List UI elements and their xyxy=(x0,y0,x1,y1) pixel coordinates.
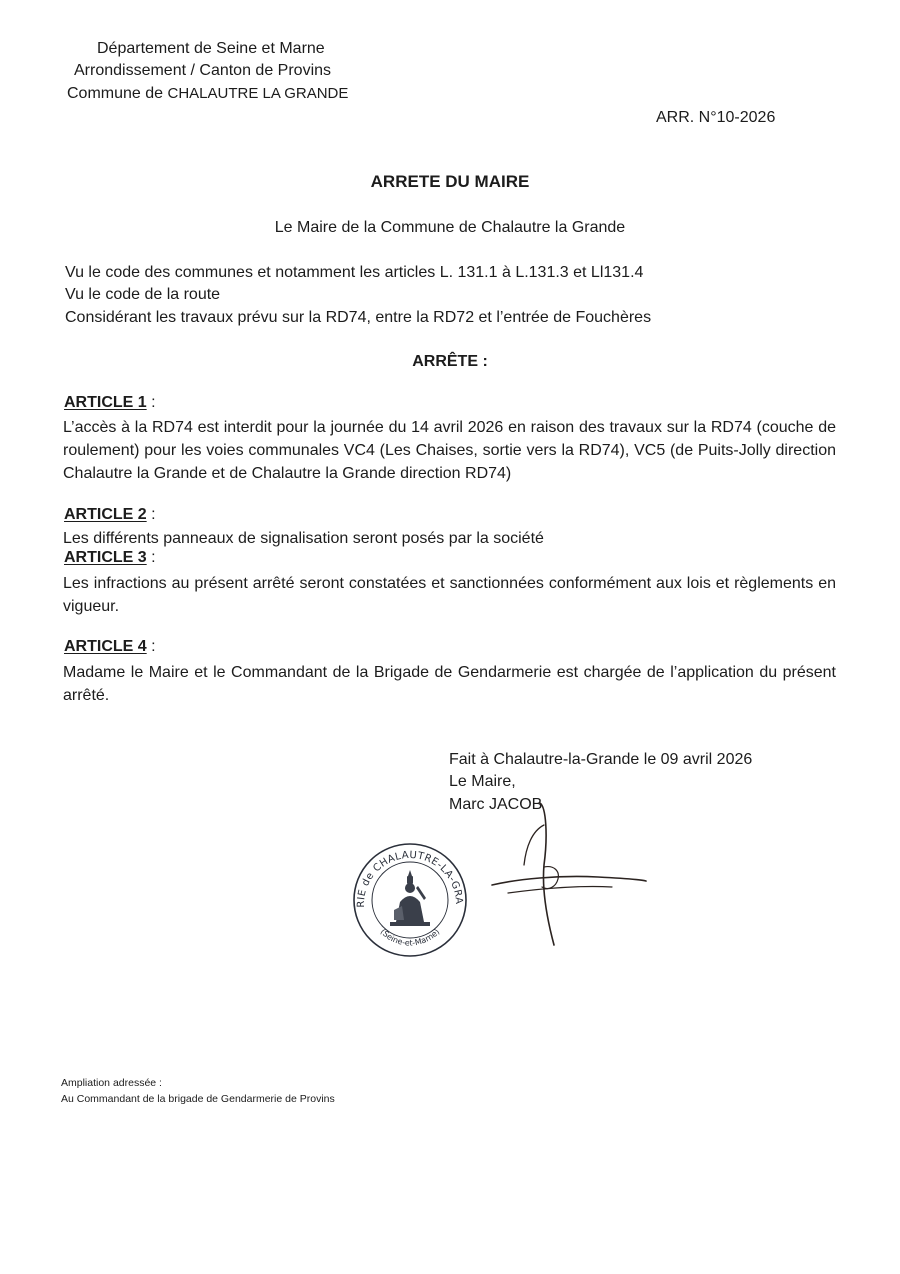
footer-ampliation: Ampliation adressée : xyxy=(61,1077,162,1089)
mairie-seal-stamp xyxy=(345,832,470,960)
article-2-body: Les différents panneaux de signalisation seront posés par la société xyxy=(63,530,544,547)
signature-place-date: Fait à Chalautre-la-Grande le 09 avril 2026 xyxy=(449,751,753,768)
article-2-sep: : xyxy=(146,506,156,523)
consideration-2: Vu le code de la route xyxy=(65,286,221,303)
signature-role: Le Maire, xyxy=(449,773,516,790)
article-1-heading xyxy=(64,392,156,414)
article-4-body: Madame le Maire et le Commandant de la Brigade de Gendarmerie est chargée de l’application du présent arrêté. xyxy=(63,664,836,704)
header-commune xyxy=(67,83,348,105)
consideration-3: Considérant les travaux prévu sur la RD74, entre la RD72 et l’entrée de Fouchères xyxy=(65,309,652,326)
article-4-sep: : xyxy=(146,638,156,655)
decree-reference: ARR. N°10-2026 xyxy=(656,109,776,126)
seal-outer-text: MAIRIE de CHALAUTRE-LA-GRANDE xyxy=(345,832,465,908)
header-arrondissement: Arrondissement / Canton de Provins xyxy=(74,62,332,79)
document-title: ARRETE DU MAIRE xyxy=(370,172,530,191)
article-4-heading xyxy=(64,636,156,658)
article-4-label: ARTICLE 4 xyxy=(64,638,147,655)
seal-marianne-emblem xyxy=(390,870,430,926)
article-1-body: L’accès à la RD74 est interdit pour la journée du 14 avril 2026 en raison des travaux sur la RD74 (couche de roulement) pour les voies communales VC4 (Les Chaises, sortie vers la RD74), VC5 (de Puits-Jolly direction Chalautre la Grande et de Chalautre la Grande direction RD74) xyxy=(63,419,836,482)
consideration-1: Vu le code des communes et notamment les articles L. 131.1 à L.131.3 et Ll131.4 xyxy=(65,264,644,281)
document-subtitle: Le Maire de la Commune de Chalautre la Grande xyxy=(274,219,626,236)
article-1-sep: : xyxy=(146,394,156,411)
footer-recipient: Au Commandant de la brigade de Gendarmerie de Provins xyxy=(61,1093,335,1105)
header-department: Département de Seine et Marne xyxy=(97,40,325,57)
seal-inner-text: (Seine-et-Marne) xyxy=(378,927,442,948)
article-1-label: ARTICLE 1 xyxy=(64,394,147,411)
article-2-heading xyxy=(64,504,156,526)
signature-name: Marc JACOB xyxy=(449,796,543,813)
decision-heading: ARRÊTE : xyxy=(412,353,488,370)
article-3-sep: : xyxy=(146,549,156,566)
mayor-signature-drawing xyxy=(488,795,658,955)
article-3-label: ARTICLE 3 xyxy=(64,549,147,566)
article-2-label: ARTICLE 2 xyxy=(64,506,147,523)
header-commune-name: CHALAUTRE LA GRANDE xyxy=(167,85,349,102)
article-3-heading xyxy=(64,547,156,569)
article-3-body: Les infractions au présent arrêté seront constatées et sanctionnées conformément aux lois et règlements en vigueur. xyxy=(63,575,836,615)
header-commune-prefix: Commune de xyxy=(67,85,168,102)
